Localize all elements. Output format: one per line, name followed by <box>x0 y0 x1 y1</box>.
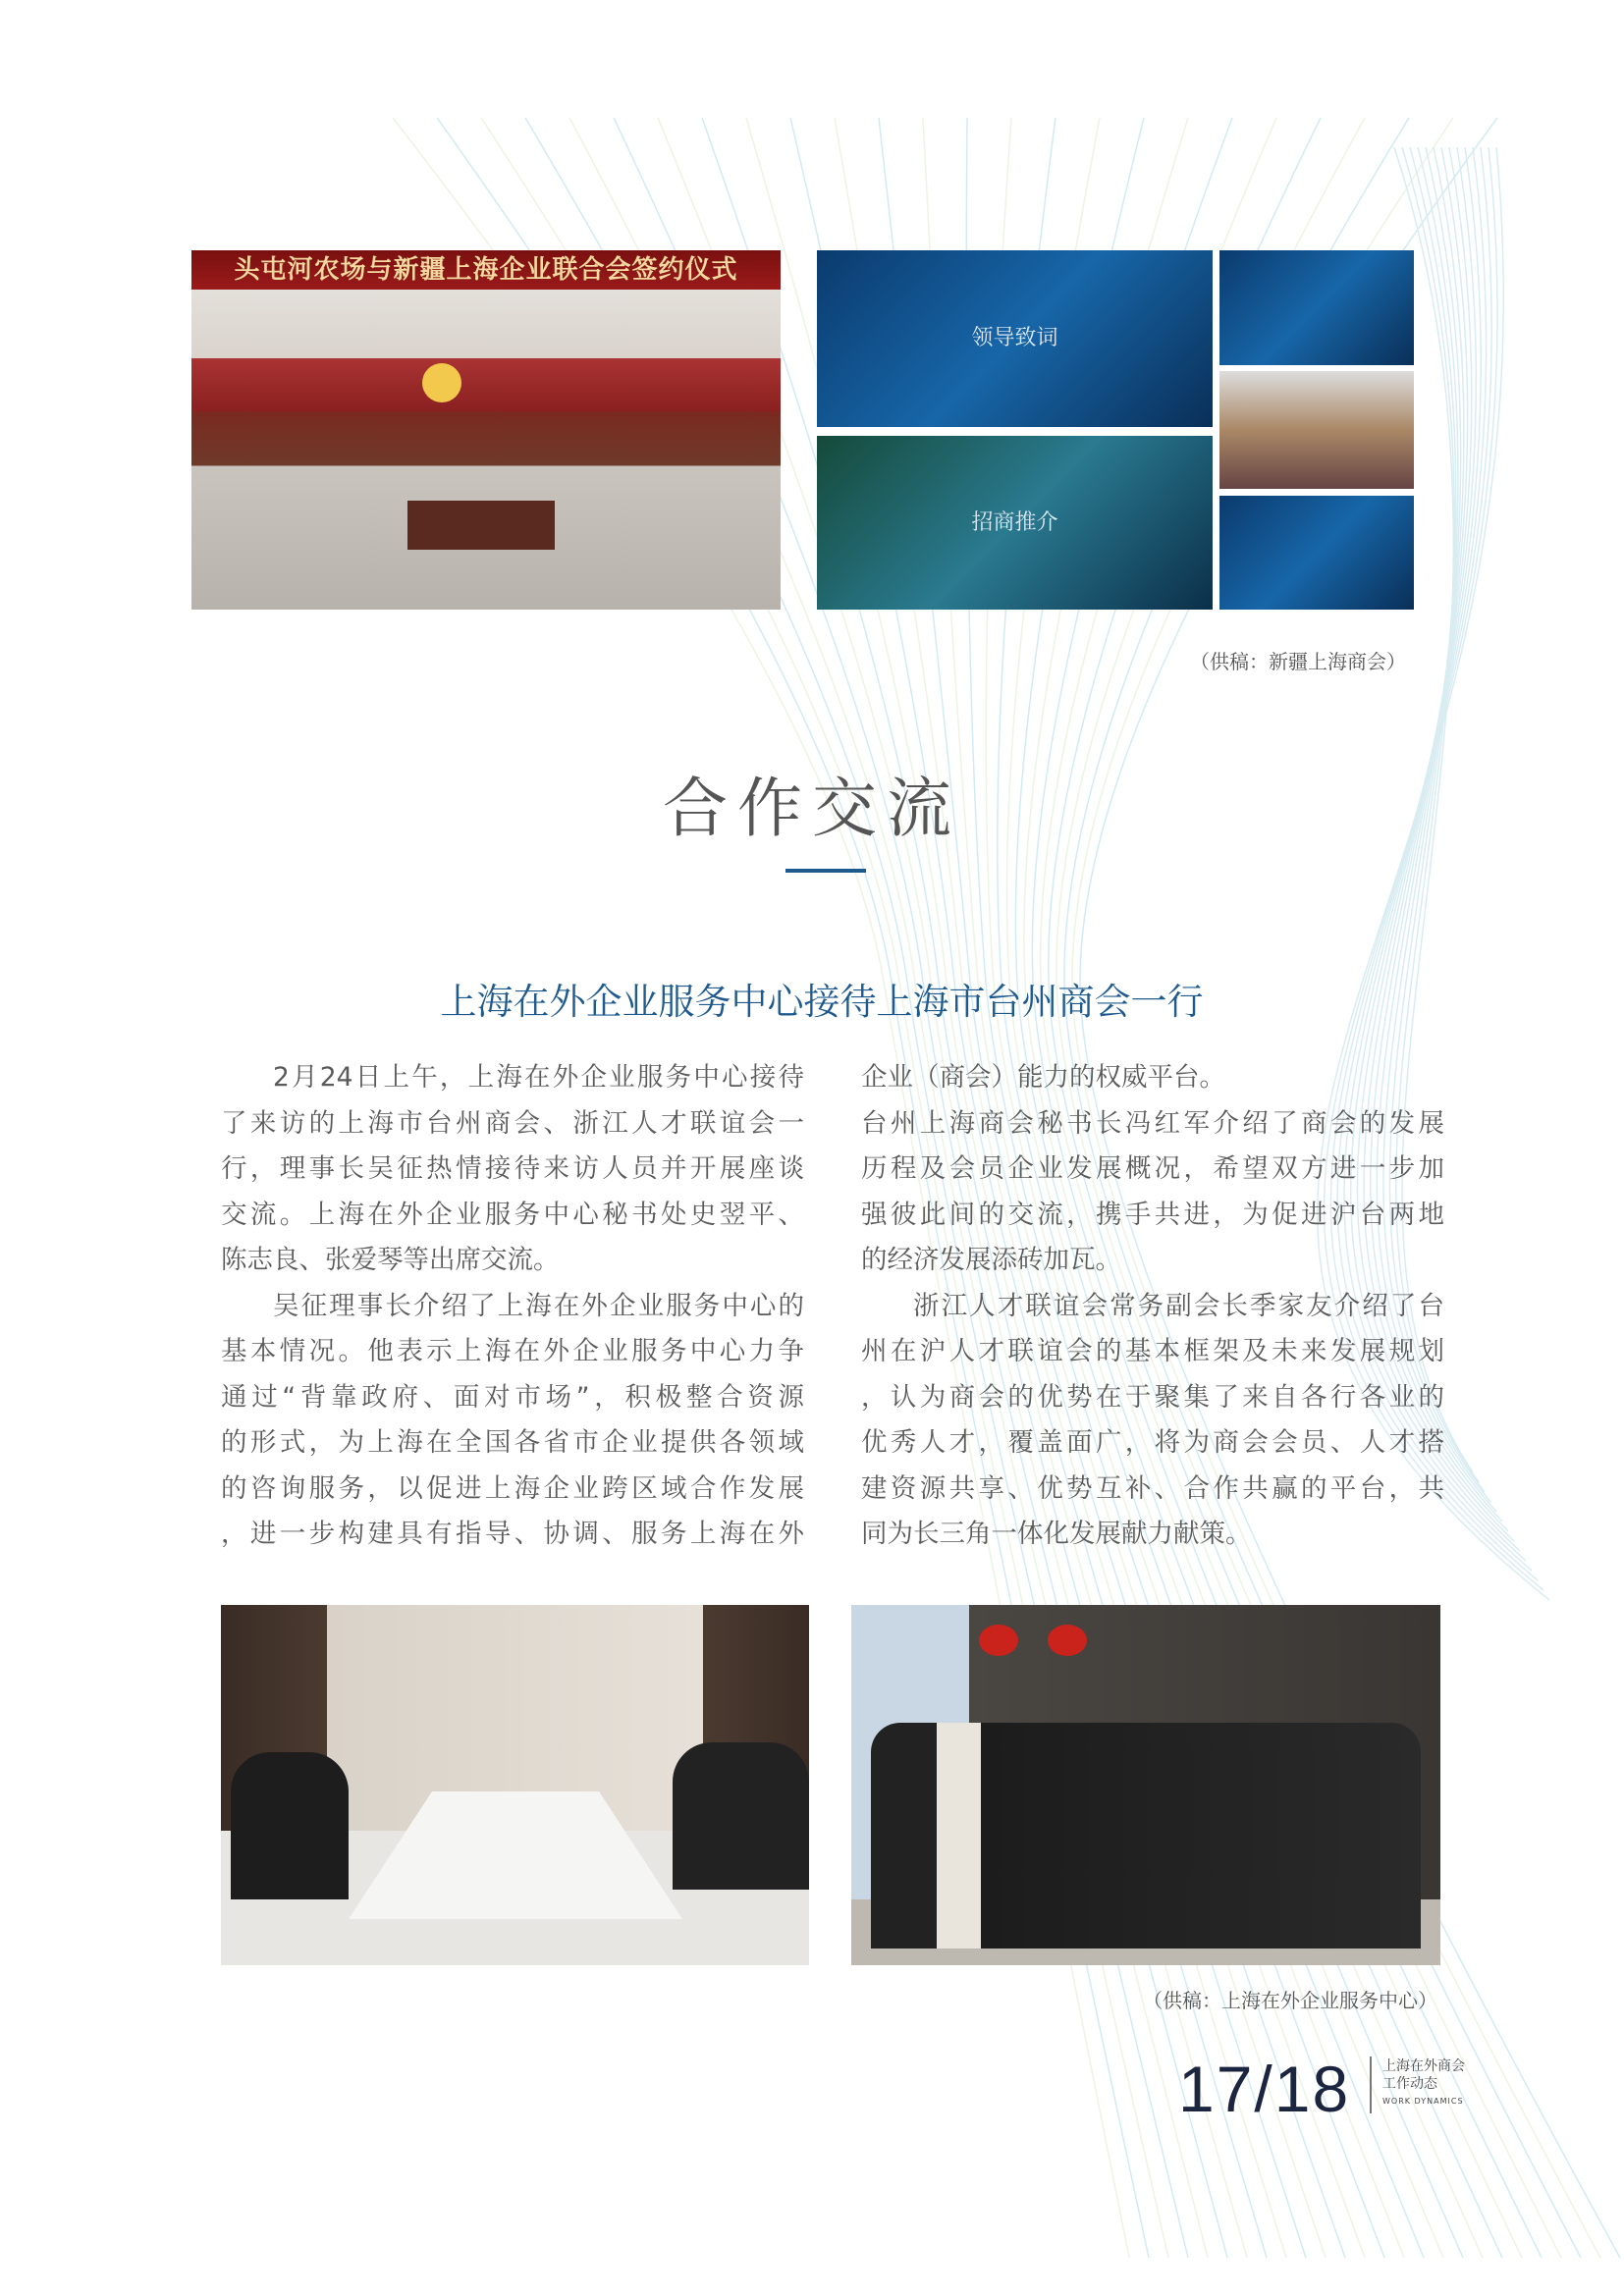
text-line: 建资源共享、优势互补、合作共赢的平台，共 <box>861 1472 1444 1504</box>
conference-table <box>349 1791 682 1919</box>
text-line: 陈志良、张爱琴等出席交流。 <box>221 1245 560 1275</box>
text-line: 了来访的上海市台州商会、浙江人才联谊会一 <box>221 1107 804 1139</box>
collage-photo-speech <box>817 250 1213 427</box>
collage-photo-3 <box>1219 496 1414 610</box>
article-left-column <box>221 1055 804 1558</box>
text-line: 州在沪人才联谊会的基本框架及未来发展规划 <box>861 1336 1444 1366</box>
photo-signing-ceremony <box>191 250 781 610</box>
text-line: 行，理事长吴征热情接待来访人员并开展座谈 <box>221 1153 804 1184</box>
title-underline <box>785 869 866 873</box>
photo-group-outdoor <box>851 1605 1440 1965</box>
text-line: 的咨询服务，以促进上海企业跨区域合作发展 <box>221 1472 804 1504</box>
text-line: 基本情况。他表示上海在外企业服务中心力争 <box>221 1336 804 1366</box>
red-lantern-icon <box>979 1625 1018 1656</box>
text-line: ，认为商会的优势在于聚集了来自各行各业的 <box>861 1381 1444 1413</box>
text-line: 同为长三角一体化发展献力献策。 <box>861 1519 1252 1549</box>
publication-line-2: 工作动态 <box>1382 2076 1437 2092</box>
publication-line-1: 上海在外商会 <box>1382 2058 1465 2074</box>
text-line: 浙江人才联谊会常务副会长季家友介绍了台 <box>913 1290 1444 1321</box>
text-line: 台州上海商会秘书长冯红军介绍了商会的发展 <box>861 1107 1444 1139</box>
text-line: 吴征理事长介绍了上海在外企业服务中心的 <box>273 1290 804 1321</box>
screen-text: 领导致词 <box>971 326 1058 350</box>
collage-photo-2 <box>1219 371 1414 489</box>
text-line: 交流。上海在外企业服务中心秘书处史翌平、 <box>221 1199 804 1230</box>
text-line: 通过“背靠政府、面对市场”，积极整合资源 <box>221 1381 804 1413</box>
collage-photo-1 <box>1219 250 1414 365</box>
footer-divider <box>1370 2056 1372 2113</box>
text-line: 的经济发展添砖加瓦。 <box>861 1245 1121 1275</box>
text-line: 2月24日上午，上海在外企业服务中心接待 <box>273 1062 804 1093</box>
page-number: 17/18 <box>1178 2053 1351 2125</box>
photo-credit-bottom: （供稿：上海在外企业服务中心） <box>1143 1989 1437 2012</box>
publication-name <box>1382 2057 1465 2110</box>
group-of-people <box>871 1723 1421 1949</box>
article-right-column <box>861 1055 1444 1558</box>
photo-collage-conference <box>817 250 1414 610</box>
collage-photo-promotion <box>817 436 1213 610</box>
emblem-icon <box>422 363 461 402</box>
text-line: ，进一步构建具有指导、协调、服务上海在外 <box>221 1519 804 1549</box>
article-title: 上海在外企业服务中心接待上海市台州商会一行 <box>440 981 1204 1023</box>
photo-credit-top: （供稿：新疆上海商会） <box>1190 650 1406 673</box>
signing-table <box>407 501 555 550</box>
text-line: 强彼此间的交流，携手共进，为促进沪台两地 <box>861 1199 1444 1230</box>
red-lantern-icon <box>1048 1625 1087 1656</box>
text-line: 历程及会员企业发展概况，希望双方进一步加 <box>861 1153 1444 1184</box>
text-line: 优秀人才，覆盖面广，将为商会会员、人才搭 <box>861 1427 1444 1458</box>
banner-text: 头屯河农场与新疆上海企业联合会签约仪式 <box>191 250 781 290</box>
text-line: 的形式，为上海在全国各省市企业提供各领域 <box>221 1427 804 1458</box>
photo-meeting-room <box>221 1605 809 1965</box>
publication-english: WORK DYNAMICS <box>1382 2097 1464 2106</box>
section-title: 合作交流 <box>663 771 961 846</box>
screen-text: 招商推介 <box>971 509 1058 535</box>
text-line: 企业（商会）能力的权威平台。 <box>861 1062 1225 1093</box>
